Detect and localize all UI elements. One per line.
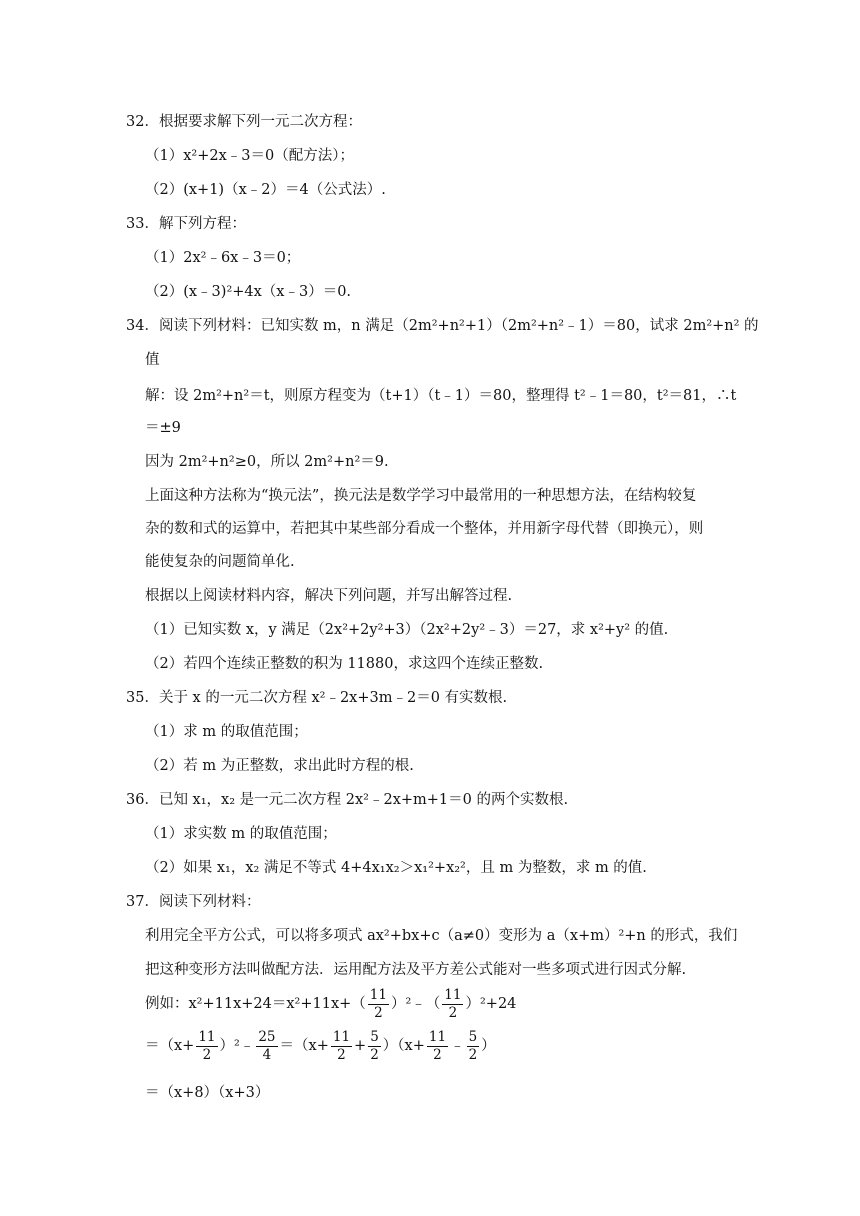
fraction [467, 1029, 480, 1064]
question-32-part-2: （2）(x+1)（x﹣2）＝4（公式法）. [145, 182, 386, 198]
fraction [196, 1029, 217, 1064]
question-34-paragraph-line-1: 上面这种方法称为“换元法”，换元法是数学学习中最常用的一种思想方法，在结构较复 [145, 488, 697, 504]
question-37-example-line-2 [145, 1027, 496, 1065]
fraction-denominator: 2 [448, 1004, 458, 1021]
question-35-part-2: （2）若 m 为正整数，求出此时方程的根. [145, 758, 414, 774]
fraction-numerator: 11 [428, 1028, 447, 1045]
example-text-e: ）（x+ [382, 1038, 425, 1054]
question-37-example-line-3: ＝（x+8）（x+3） [145, 1085, 270, 1101]
fraction [256, 1029, 277, 1064]
question-37-title: 37．阅读下列材料： [126, 894, 261, 910]
fraction-numerator: 25 [258, 1028, 276, 1045]
question-36-title: 36．已知 x₁，x₂ 是一元二次方程 2x²﹣2x+m+1＝0 的两个实数根. [126, 792, 569, 808]
question-33-part-1: （1）2x²﹣6x﹣3＝0； [145, 250, 301, 266]
fraction [368, 987, 389, 1022]
example-text-a: ＝（x+ [145, 1038, 195, 1054]
example-text-a: 例如：x²+11x+24＝x²+11x+（ [145, 996, 366, 1012]
fraction-denominator: 2 [468, 1046, 478, 1063]
fraction-numerator: 11 [332, 1028, 351, 1045]
question-37-paragraph-line-2: 把这种变形方法叫做配方法．运用配方法及平方差公式能对一些多项式进行因式分解. [145, 962, 687, 978]
example-text-b: ）²﹣（ [390, 996, 441, 1012]
fraction-denominator: 2 [374, 1004, 383, 1021]
question-33-title: 33．解下列方程： [126, 216, 246, 232]
question-34-title: 34．阅读下列材料：已知实数 m，n 满足（2m²+n²+1）（2m²+n²﹣1）＝80，试求 2m²+n² 的 [126, 318, 759, 334]
question-34-solution-line-1: 解：设 2m²+n²＝t，则原方程变为（t+1）（t﹣1）＝80，整理得 t²﹣1＝80，t²＝81，∴t [145, 388, 737, 404]
fraction-numerator: 11 [198, 1028, 216, 1045]
fraction [368, 1029, 381, 1064]
question-33-part-2: （2）(x﹣3)²+4x（x﹣3）＝0. [145, 284, 352, 300]
example-text-c: ）²+24 [465, 996, 517, 1012]
fraction-numerator: 5 [370, 1028, 379, 1045]
fraction [427, 1029, 448, 1064]
fraction-numerator: 11 [369, 986, 387, 1003]
fraction [331, 1029, 352, 1064]
question-37-example-line-1 [145, 985, 516, 1023]
question-35-part-1: （1）求 m 的取值范围； [145, 724, 308, 740]
question-34-part-2: （2）若四个连续正整数的积为 11880，求这四个连续正整数. [145, 656, 544, 672]
example-text-c: ＝（x+ [279, 1038, 329, 1054]
question-36-part-2: （2）如果 x₁，x₂ 满足不等式 4+4x₁x₂＞x₁²+x₂²，且 m 为整数，求 m 的值. [145, 860, 647, 876]
question-34-paragraph-line-3: 能使复杂的问题简单化. [145, 554, 295, 570]
example-text-d: + [354, 1038, 367, 1054]
example-text-b: ）²﹣ [219, 1038, 255, 1054]
fraction [442, 987, 463, 1022]
example-text-g: ） [481, 1038, 496, 1054]
question-34-title-cont: 值 [145, 352, 160, 368]
fraction-denominator: 2 [433, 1046, 442, 1063]
question-37-paragraph-line-1: 利用完全平方公式，可以将多项式 ax²+bx+c（a≠0）变形为 a（x+m）²+n 的形式，我们 [145, 928, 738, 944]
fraction-numerator: 11 [444, 986, 462, 1003]
question-34-paragraph-line-2: 杂的数和式的运算中，若把其中某些部分看成一个整体，并用新字母代替（即换元），则 [145, 521, 704, 537]
fraction-denominator: 4 [262, 1046, 272, 1063]
fraction-denominator: 2 [337, 1046, 346, 1063]
fraction-denominator: 2 [202, 1046, 212, 1063]
question-32-part-1: （1）x²+2x﹣3＝0（配方法）； [145, 148, 354, 164]
question-35-title: 35．关于 x 的一元二次方程 x²﹣2x+3m﹣2＝0 有实数根. [126, 690, 508, 706]
example-text-f: ﹣ [450, 1038, 465, 1054]
question-34-instruction: 根据以上阅读材料内容，解决下列问题，并写出解答过程. [145, 588, 513, 604]
question-32-title: 32．根据要求解下列一元二次方程： [126, 114, 362, 130]
fraction-numerator: 5 [468, 1028, 478, 1045]
fraction-denominator: 2 [370, 1046, 379, 1063]
question-34-solution-line-2: ＝±9 [145, 420, 181, 436]
question-36-part-1: （1）求实数 m 的取值范围； [145, 826, 337, 842]
question-34-part-1: （1）已知实数 x，y 满足（2x²+2y²+3）（2x²+2y²﹣3）＝27，求 x²+y² 的值. [145, 622, 669, 638]
question-34-solution-line-3: 因为 2m²+n²≥0，所以 2m²+n²＝9. [145, 454, 389, 470]
